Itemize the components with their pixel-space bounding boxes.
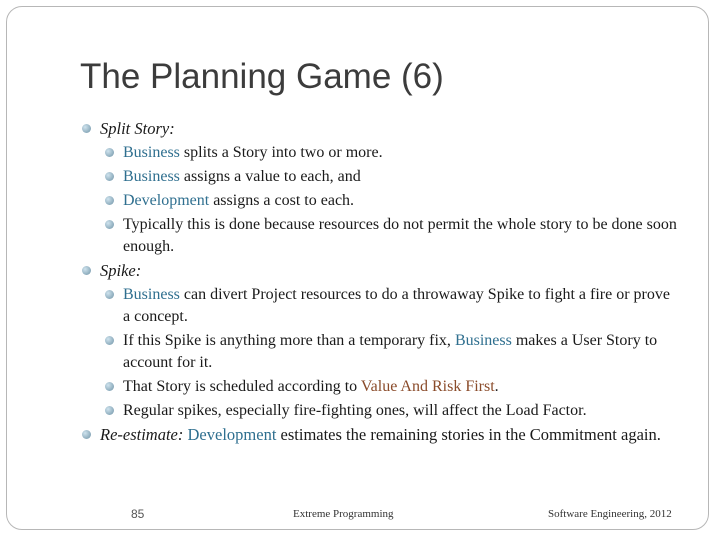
bullet-spike: [80, 260, 680, 282]
sub-bullet: [80, 376, 680, 398]
bullet-split-story: [80, 118, 680, 140]
highlight-label: Value And Risk First: [360, 378, 495, 395]
sub-bullet: [80, 190, 680, 212]
bullet-icon: [105, 196, 114, 205]
bullet-text: Typically this is done because resources do not permit the whole story to be done soon enough.: [123, 216, 677, 255]
bullet-icon: [105, 172, 114, 181]
term-label: Re-estimate:: [100, 425, 184, 444]
actor-label: Business: [454, 332, 512, 349]
bullet-icon: [82, 266, 91, 275]
page-number: 85: [131, 507, 145, 521]
sub-bullet: [80, 284, 680, 328]
footer-course: Extreme Programming: [293, 508, 394, 520]
bullet-icon: [82, 430, 91, 439]
bullet-text: Regular spikes, especially fire-fighting ones, will affect the Load Factor.: [123, 402, 587, 419]
sub-bullet: [80, 214, 680, 258]
bullet-text: If this Spike is anything more than a temporary fix,: [123, 332, 455, 349]
actor-label: Business: [123, 168, 180, 185]
bullet-text: can divert Project resources to do a throwaway Spike to fight a fire or prove a concept.: [123, 286, 670, 325]
actor-label: Business: [123, 144, 180, 161]
actor-label: Development: [187, 425, 277, 444]
term-label: Split Story:: [100, 119, 175, 138]
bullet-list: [80, 118, 680, 446]
bullet-re-estimate: [80, 424, 680, 446]
slide-title: The Planning Game (6): [80, 57, 444, 96]
bullet-text: estimates the remaining stories in the Commitment again.: [276, 425, 661, 444]
bullet-text: assigns a value to each, and: [179, 168, 361, 185]
footer-subject: Software Engineering, 2012: [548, 508, 672, 520]
bullet-icon: [105, 406, 114, 415]
bullet-icon: [105, 336, 114, 345]
sub-bullet: [80, 142, 680, 164]
sub-bullet: [80, 330, 680, 374]
bullet-text: makes a User Story to account for it.: [123, 332, 658, 371]
bullet-icon: [105, 220, 114, 229]
actor-label: Development: [123, 192, 210, 209]
sub-bullet: [80, 400, 680, 422]
bullet-text: That Story is scheduled according to: [123, 378, 361, 395]
bullet-text: .: [494, 378, 499, 395]
bullet-icon: [82, 124, 91, 133]
bullet-text: splits a Story into two or more.: [179, 144, 383, 161]
bullet-icon: [105, 148, 114, 157]
bullet-text: assigns a cost to each.: [209, 192, 355, 209]
actor-label: Business: [123, 286, 180, 303]
term-label: Spike:: [100, 261, 142, 280]
sub-bullet: [80, 166, 680, 188]
bullet-icon: [105, 290, 114, 299]
bullet-icon: [105, 382, 114, 391]
